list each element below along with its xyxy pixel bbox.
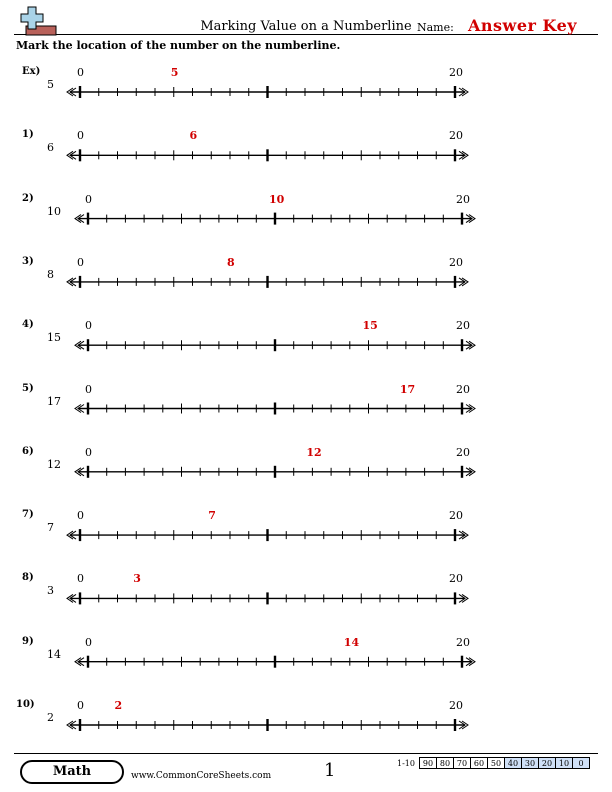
numberline-start-label: 0 (77, 699, 84, 712)
numberline-start-label: 0 (85, 192, 92, 206)
score-cell: 90 (419, 758, 436, 769)
numberline (67, 529, 468, 541)
problem-number: 5 (47, 78, 54, 91)
problem-number: 2 (47, 711, 54, 724)
problem-number: 15 (47, 331, 61, 345)
answer-label: 15 (362, 319, 378, 333)
problem-label: 6) (22, 445, 34, 457)
footer-rule (14, 753, 598, 754)
instructions: Mark the location of the number on the numberline. (16, 39, 341, 52)
subject-badge: Math (20, 760, 124, 784)
problem-number: 3 (47, 584, 54, 598)
problem-label: 8) (22, 572, 34, 584)
score-cell: 70 (453, 758, 470, 769)
score-cell: 50 (487, 758, 504, 769)
problem-number: 10 (47, 204, 61, 218)
numberline-end-label: 20 (456, 635, 470, 649)
answer-label: 5 (170, 66, 179, 79)
problem-number: 6 (47, 141, 54, 155)
answer-key-label: Answer Key (468, 16, 578, 35)
problem-number: 7 (47, 521, 54, 535)
numberline-end-label: 20 (449, 699, 463, 712)
problem-number: 17 (47, 394, 61, 408)
score-cell: 10 (555, 758, 572, 769)
numberline-start-label: 0 (77, 255, 84, 269)
numberline-start-label: 0 (77, 509, 84, 523)
problem-label: 9) (22, 635, 34, 647)
problem-label: 2) (22, 192, 34, 204)
problem-label: 4) (22, 319, 34, 331)
numberline (75, 403, 475, 415)
numberline-end-label: 20 (456, 382, 470, 396)
score-range-label: 1-10 (397, 758, 415, 768)
numberline (75, 466, 475, 478)
answer-label: 3 (133, 572, 141, 586)
problem-label: 3) (22, 255, 34, 267)
answer-label: 7 (208, 509, 216, 523)
score-table (395, 757, 590, 769)
answer-label: 17 (399, 382, 416, 396)
numberline (67, 149, 468, 161)
answer-label: 12 (306, 445, 322, 459)
score-cell: 80 (436, 758, 453, 769)
problem-label: 1) (22, 129, 34, 141)
numberline (75, 213, 475, 225)
answer-label: 10 (269, 192, 285, 206)
numberline (67, 719, 468, 731)
answer-label: 2 (114, 699, 123, 712)
problem-label: Ex) (22, 66, 41, 77)
numberline-end-label: 20 (449, 129, 463, 143)
numberline-start-label: 0 (77, 66, 84, 79)
numberline-start-label: 0 (85, 382, 92, 396)
name-label: Name: (417, 21, 454, 34)
website-label: www.CommonCoreSheets.com (131, 771, 272, 781)
numberline (75, 339, 475, 351)
numberline-end-label: 20 (449, 255, 463, 269)
numberline-start-label: 0 (77, 572, 84, 586)
score-cell: 0 (572, 758, 589, 769)
numberline (67, 86, 468, 98)
page-number: 1 (324, 760, 336, 781)
problem-label: 10) (16, 699, 35, 710)
numberline (75, 656, 475, 668)
numberline-start-label: 0 (85, 445, 92, 459)
score-cell: 60 (470, 758, 487, 769)
numberline-end-label: 20 (449, 509, 463, 523)
problem-label: 5) (22, 382, 34, 394)
worksheet-title: Marking Value on a Numberline (200, 19, 412, 34)
answer-label: 8 (227, 255, 235, 269)
numberline-start-label: 0 (77, 129, 84, 143)
problem-number: 12 (47, 457, 61, 471)
numberline-end-label: 20 (449, 572, 463, 586)
problem-number: 14 (47, 647, 61, 661)
problem-number: 8 (47, 267, 54, 281)
numberline-start-label: 0 (85, 319, 92, 333)
score-cell: 40 (504, 758, 521, 769)
numberline-end-label: 20 (456, 445, 470, 459)
numberline-start-label: 0 (85, 635, 92, 649)
score-cell: 20 (538, 758, 555, 769)
numberline (67, 592, 468, 604)
score-cell: 30 (521, 758, 538, 769)
answer-label: 6 (189, 129, 198, 143)
score-row (395, 758, 589, 769)
numberline-end-label: 20 (456, 319, 470, 333)
numberline (67, 276, 468, 288)
problem-label: 7) (22, 509, 34, 521)
numberline-end-label: 20 (456, 192, 470, 206)
numberline-end-label: 20 (449, 66, 463, 79)
answer-label: 14 (343, 635, 360, 649)
